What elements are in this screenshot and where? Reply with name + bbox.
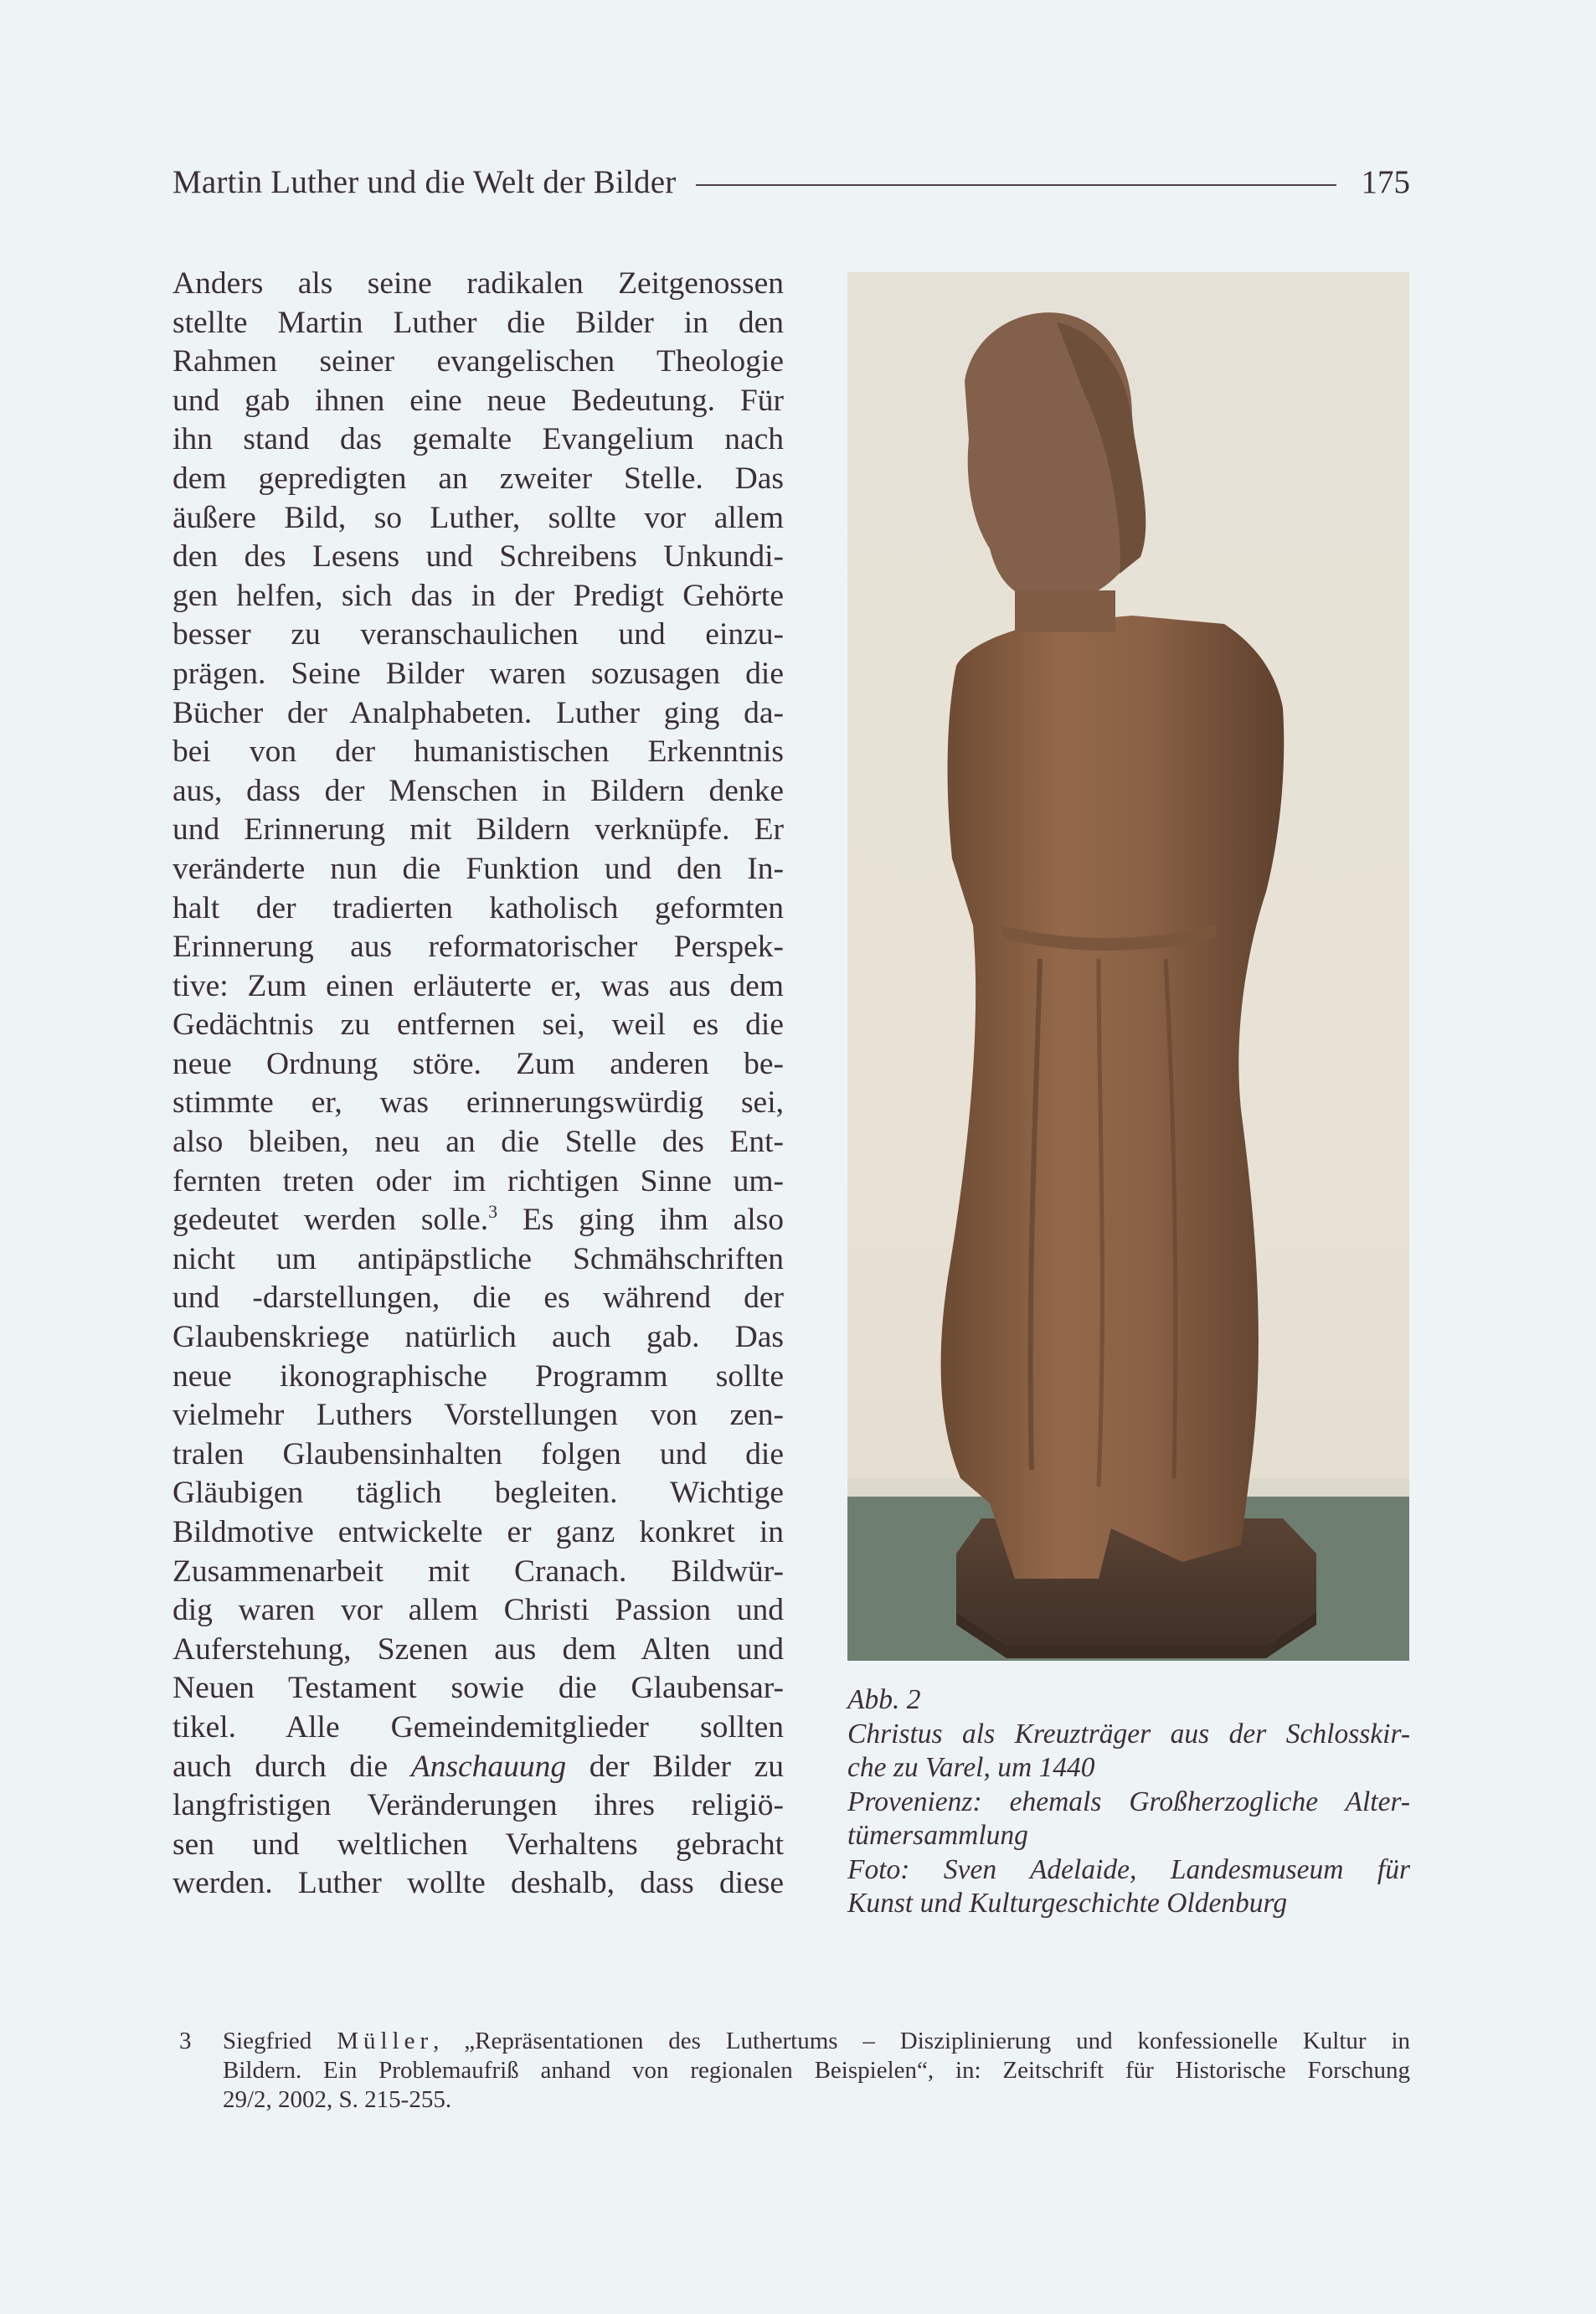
header-rule (696, 184, 1336, 186)
body-line: tikel. Alle Gemeindemitglieder sollten (172, 1709, 784, 1745)
body-line: Gedächtnis zu entfernen sei, weil es die (172, 1008, 784, 1043)
figure-label: Abb. 2 (847, 1684, 921, 1715)
body-line: tralen Glaubensinhalten folgen und die (172, 1436, 784, 1471)
body-line: Bücher der Analphabeten. Luther ging da- (172, 695, 784, 730)
body-line: werden. Luther wollte deshalb, dass diese (172, 1866, 784, 1901)
body-line: Glaubenskriege natürlich auch gab. Das (172, 1320, 784, 1355)
body-line: dig waren vor allem Christi Passion und (172, 1593, 784, 1628)
footnote-number: 3 (179, 2028, 192, 2054)
figure-caption (847, 1683, 1410, 1921)
body-line: veränderte nun die Funktion und den In- (172, 851, 784, 886)
body-line: also bleiben, neu an die Stelle des Ent- (172, 1125, 784, 1160)
footnote-line: Siegfried Müller, „Repräsentationen des Luthertums – Disziplinierung und konfessionelle Kultur in (223, 2028, 1410, 2054)
caption-line: che zu Varel, um 1440 (847, 1752, 1095, 1783)
emphasis-anschauung: Anschauung (410, 1749, 567, 1784)
caption-line: Provenienz: ehemals Großherzogliche Alter- (847, 1786, 1410, 1817)
body-line: Gläubigen täglich begleiten. Wichtige (172, 1476, 784, 1511)
body-line: nicht um antipäpstliche Schmähschriften (172, 1241, 784, 1276)
body-line: stimmte er, was erinnerungswürdig sei, (172, 1085, 784, 1121)
caption-line: Kunst und Kulturgeschichte Oldenburg (847, 1888, 1288, 1919)
body-line: und gab ihnen eine neue Bedeutung. Für (172, 383, 784, 418)
body-line: dem gepredigten an zweiter Stelle. Das (172, 461, 784, 496)
body-line: stellte Martin Luther die Bilder in den (172, 305, 784, 340)
caption-line: Foto: Sven Adelaide, Landesmuseum für (847, 1853, 1410, 1885)
body-line: Zusammenarbeit mit Cranach. Bildwür- (172, 1554, 784, 1589)
caption-line: tümersammlung (847, 1820, 1028, 1851)
footnote-3 (179, 2027, 1410, 2115)
body-line: den des Lesens und Schreibens Unkundi- (172, 539, 784, 575)
body-line: ihn stand das gemalte Evangelium nach (172, 422, 784, 457)
body-line: neue Ordnung störe. Zum anderen be- (172, 1046, 784, 1081)
body-line: langfristigen Veränderungen ihres religiö- (172, 1788, 784, 1823)
footnote-line: 29/2, 2002, S. 215-255. (223, 2086, 452, 2113)
body-line: aus, dass der Menschen in Bildern denke (172, 773, 784, 808)
running-header (172, 161, 1410, 203)
body-line: Auferstehung, Szenen aus dem Alten und (172, 1631, 784, 1667)
running-title: Martin Luther und die Welt der Bilder (172, 163, 677, 200)
body-line: Rahmen seiner evangelischen Theologie (172, 344, 784, 379)
body-line: tive: Zum einen erläuterte er, was aus dem (172, 968, 784, 1003)
body-line: halt der tradierten katholisch geformten (172, 890, 784, 925)
figure-photo-sculpture (847, 272, 1409, 1661)
sculpture-figure-icon (847, 272, 1409, 1661)
body-line: bei von der humanistischen Erkenntnis (172, 734, 784, 770)
body-line: gen helfen, sich das in der Predigt Gehörte (172, 578, 784, 613)
body-line: und Erinnerung mit Bildern verknüpfe. Er (172, 812, 784, 848)
body-line: prägen. Seine Bilder waren sozusagen die (172, 656, 784, 691)
body-line-with-footnote: gedeutet werden solle.$^3$ Es ging ihm also (172, 1201, 784, 1238)
body-line: und -darstellungen, die es während der (172, 1281, 784, 1316)
footnote-author: Müller (337, 2028, 434, 2054)
body-line: Erinnerung aus reformatorischer Perspek- (172, 930, 784, 965)
body-line: Neuen Testament sowie die Glaubensar- (172, 1671, 784, 1706)
body-column (172, 265, 784, 1904)
body-line: besser zu veranschaulichen und einzu- (172, 617, 784, 652)
body-line: äußere Bild, so Luther, sollte vor allem (172, 500, 784, 535)
body-line-with-emphasis: auch durch die Anschauung der Bilder zu (172, 1749, 784, 1784)
body-line: Anders als seine radikalen Zeitgenossen (172, 266, 784, 301)
body-line: neue ikonographische Programm sollte (172, 1358, 784, 1394)
footnote-ref-3[interactable]: 3 (488, 1201, 498, 1223)
footnote-line: Bildern. Ein Problemaufriß anhand von regionalen Beispielen“, in: Zeitschrift für Historische Forschung (223, 2057, 1410, 2084)
body-line: sen und weltlichen Verhaltens gebracht (172, 1827, 784, 1862)
body-line: Bildmotive entwickelte er ganz konkret in (172, 1515, 784, 1549)
caption-line: Christus als Kreuzträger aus der Schlosskir- (847, 1718, 1410, 1750)
body-line: fernten treten oder im richtigen Sinne um- (172, 1163, 784, 1198)
body-line: vielmehr Luthers Vorstellungen von zen- (172, 1398, 784, 1433)
page-number: 175 (1361, 163, 1410, 200)
